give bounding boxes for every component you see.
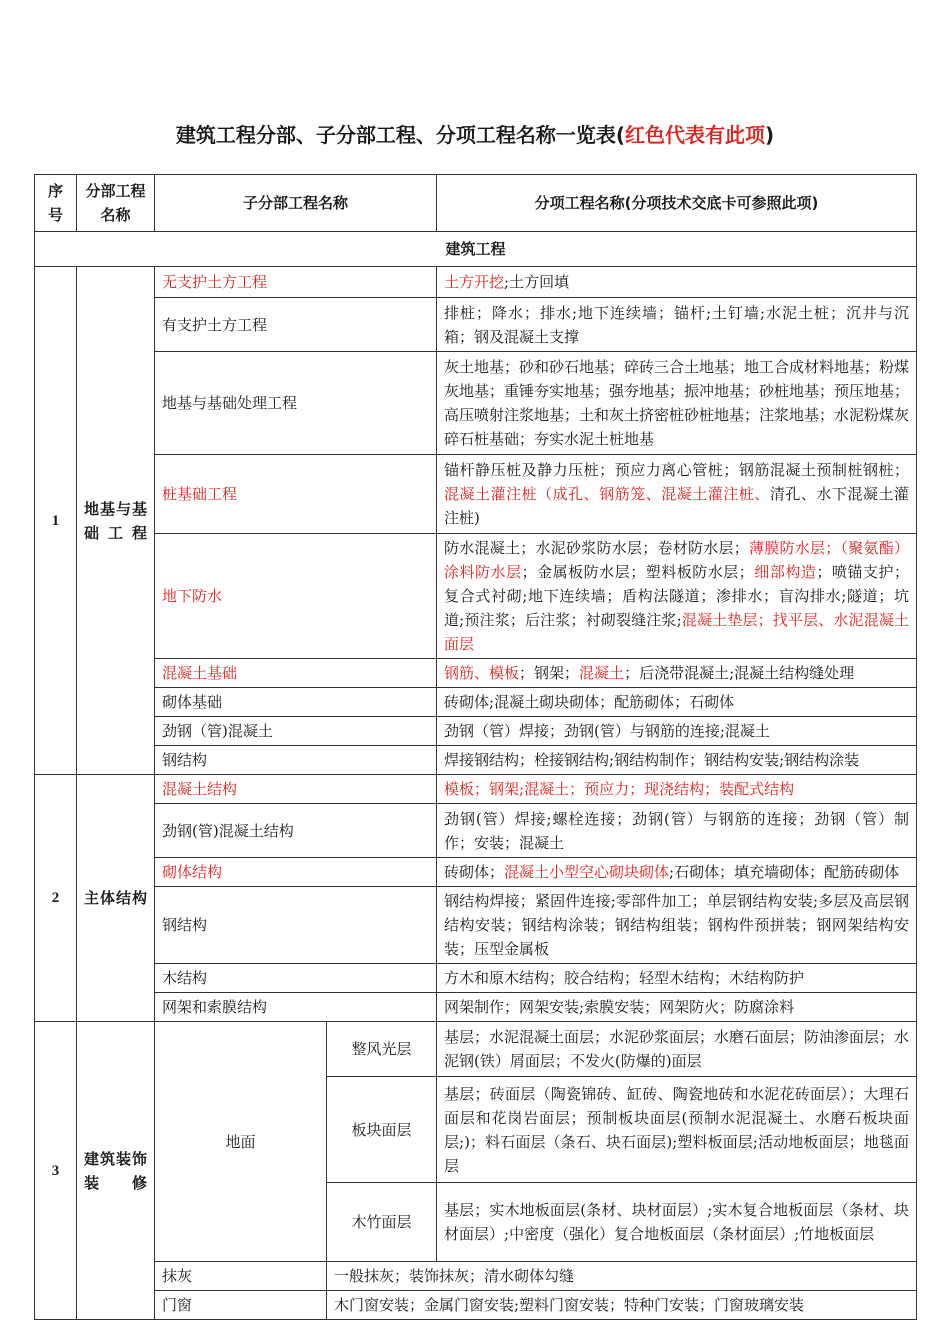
items-cell: 基层；砖面层（陶瓷锦砖、缸砖、陶瓷地砖和水泥花砖面层）；大理石面层和花岗岩面层；预制板块面层(预制水泥混凝土、水磨石板块面层;)；料石面层（条石、块石面层);塑料板面层;活动地板面层；地毯面层 — [437, 1077, 917, 1183]
table-row — [35, 659, 917, 688]
items-cell — [437, 267, 917, 298]
subdivision-name: 地下防水 — [155, 534, 437, 659]
items-cell: 木门窗安装；金属门窗安装;塑料门窗安装；特种门安装；门窗玻璃安装 — [327, 1291, 917, 1320]
highlighted-item: 混凝土小型空心砌块砌体 — [504, 863, 670, 881]
items-cell: 基层；水泥混凝土面层；水泥砂浆面层；水磨石面层；防油渗面层；水泥钢(铁）屑面层；不发火(防爆的)面层 — [437, 1022, 917, 1077]
header-items: 分项工程名称(分项技术交底卡可参照此项) — [437, 175, 917, 232]
items-cell — [437, 887, 917, 964]
highlighted-item: 土方开挖 — [444, 273, 505, 291]
item-text: 劲钢(管）焊接;螺栓连接；劲钢(管）与钢筋的连接；劲钢（管）制作；安装；混凝土 — [444, 809, 910, 852]
subdivision-name: 混凝土结构 — [155, 775, 437, 804]
group-number: 3 — [35, 1022, 77, 1320]
subdivision-name: 有支护土方工程 — [155, 298, 437, 352]
item-text: ；后浇带混凝土;混凝土结构缝处理 — [624, 664, 855, 682]
page-title: 建筑工程分部、子分部工程、分项工程名称一览表(红色代表有此项) — [175, 123, 775, 147]
table-row — [35, 1262, 917, 1291]
highlighted-item: 混凝土 — [579, 664, 625, 682]
table-row — [35, 1291, 917, 1320]
items-cell — [437, 858, 917, 887]
table-row — [35, 717, 917, 746]
sub-subdivision-name: 板块面层 — [327, 1077, 437, 1183]
item-text: 灰土地基；砂和砂石地基；碎砖三合土地基；地工合成材料地基；粉煤灰地基；重锤夯实地基；强夯地基；振冲地基；砂桩地基；预压地基；高压喷射注浆地基；土和灰土挤密桩砂桩地基；注浆地基；水泥粉煤灰碎石桩基础；夯实水泥土桩地基 — [444, 358, 910, 448]
item-text: ；金属板防水层；塑料板防水层； — [521, 563, 754, 581]
highlighted-item: 模板；钢架;混凝土；预应力；现浇结构；装配式结构 — [444, 780, 795, 798]
items-cell — [437, 455, 917, 534]
sub-subdivision-name: 整风光层 — [327, 1022, 437, 1077]
subdivision-name: 门窗 — [155, 1291, 327, 1320]
header-seq: 序号 — [35, 175, 77, 232]
engineering-table — [34, 174, 917, 1320]
table-row — [35, 993, 917, 1022]
table-row — [35, 858, 917, 887]
item-text: 焊接钢结构；栓接钢结构;钢结构制作；钢结构安装;钢结构涂装 — [444, 751, 860, 769]
subdivision-name: 地基与基础处理工程 — [155, 352, 437, 455]
group-name: 建筑装饰装修 — [77, 1022, 155, 1320]
subdivision-name: 混凝土基础 — [155, 659, 437, 688]
items-cell — [437, 717, 917, 746]
subdivision-name: 砌体结构 — [155, 858, 437, 887]
table-row — [35, 1022, 917, 1077]
table-row — [35, 267, 917, 298]
item-text: 方木和原木结构；胶合结构；轻型木结构；木结构防护 — [444, 969, 805, 987]
sub-subdivision-name: 木竹面层 — [327, 1183, 437, 1262]
table-row — [35, 455, 917, 534]
subdivision-name: 钢结构 — [155, 746, 437, 775]
item-text: ;石砌体；填充墙砌体；配筋砖砌体 — [669, 863, 900, 881]
table-row — [35, 352, 917, 455]
table-row — [35, 746, 917, 775]
highlighted-item: 混凝土垫层；找平层、水泥混凝土面层 — [444, 611, 910, 653]
item-text: 劲钢（管）焊接；劲钢(管）与钢筋的连接;混凝土 — [444, 722, 770, 740]
item-text: 钢结构焊接；紧固件连接;零部件加工；单层钢结构安装;多层及高层钢结构安装；钢结构涂装；钢结构组装；钢构件预拼装；钢网架结构安装；压型金属板 — [444, 892, 910, 958]
items-cell — [437, 352, 917, 455]
items-cell — [437, 804, 917, 858]
header-division: 分部工程名称 — [77, 175, 155, 232]
items-cell: 一般抹灰；装饰抹灰；清水砌体勾缝 — [327, 1262, 917, 1291]
subdivision-name: 网架和索膜结构 — [155, 993, 437, 1022]
highlighted-item: 薄膜防水层；（聚氨酯）涂料防水层 — [444, 539, 909, 581]
table-row — [35, 775, 917, 804]
table-row — [35, 804, 917, 858]
table-row — [35, 534, 917, 659]
item-text: ;土方回填 — [504, 273, 570, 291]
items-cell — [437, 298, 917, 352]
subdivision-name: 劲钢(管)混凝土结构 — [155, 804, 437, 858]
header-subdivision: 子分部工程名称 — [155, 175, 437, 232]
highlighted-item: 钢筋、模板 — [444, 664, 520, 682]
subdivision-name: 钢结构 — [155, 887, 437, 964]
group-number: 1 — [35, 267, 77, 775]
group-number: 2 — [35, 775, 77, 1022]
subdivision-name: 砌体基础 — [155, 688, 437, 717]
highlighted-item: 混凝土灌注桩（成孔、钢筋笼、混凝土灌注桩、 — [444, 485, 770, 503]
item-text: 防水混凝土；水泥砂浆防水层；卷材防水层； — [444, 539, 749, 557]
items-cell — [437, 534, 917, 659]
subdivision-name: 木结构 — [155, 964, 437, 993]
item-text: 网架制作；网架安装;索膜安装；网架防火；防腐涂料 — [444, 998, 795, 1016]
section-title: 建筑工程 — [35, 232, 917, 267]
subdivision-name: 劲钢（管)混凝土 — [155, 717, 437, 746]
group-name: 主体结构 — [77, 775, 155, 1022]
subdivision-name: 抹灰 — [155, 1262, 327, 1291]
item-text: 清孔、水下混凝土灌注桩) — [444, 485, 909, 527]
subdivision-floor: 地面 — [155, 1022, 327, 1262]
items-cell — [437, 688, 917, 717]
item-text: ；喷锚支护；复合式衬砌;地下连续墙；盾构法隧道；渗排水；盲沟排水;隧道；坑道;预注浆；后注浆；衬砌裂缝注浆; — [444, 563, 910, 629]
item-text: 排桩；降水；排水;地下连续墙；锚杆;土钉墙;水泥土桩；沉井与沉箱；钢及混凝土支撑 — [444, 303, 910, 346]
items-cell — [437, 775, 917, 804]
items-cell — [437, 746, 917, 775]
subdivision-name: 桩基础工程 — [155, 455, 437, 534]
subdivision-name: 无支护土方工程 — [155, 267, 437, 298]
table-row — [35, 964, 917, 993]
group-name: 地基与基础工程 — [77, 267, 155, 775]
item-text: 砖砌体;混凝土砌块砌体；配筋砌体；石砌体 — [444, 693, 735, 711]
items-cell — [437, 993, 917, 1022]
highlighted-item: 细部构造 — [753, 563, 817, 581]
item-text: 锚杆静压桩及静力压桩；预应力离心管桩；钢筋混凝土预制桩钢桩； — [444, 461, 910, 479]
items-cell — [437, 659, 917, 688]
table-row — [35, 298, 917, 352]
item-text: ；钢架； — [519, 664, 580, 682]
items-cell: 基层；实木地板面层(条材、块材面层）;实木复合地板面层（条材、块材面层）;中密度（强化）复合地板面层（条材面层）;竹地板面层 — [437, 1183, 917, 1262]
items-cell — [437, 964, 917, 993]
table-row — [35, 688, 917, 717]
item-text: 砖砌体； — [444, 863, 505, 881]
table-row — [35, 887, 917, 964]
